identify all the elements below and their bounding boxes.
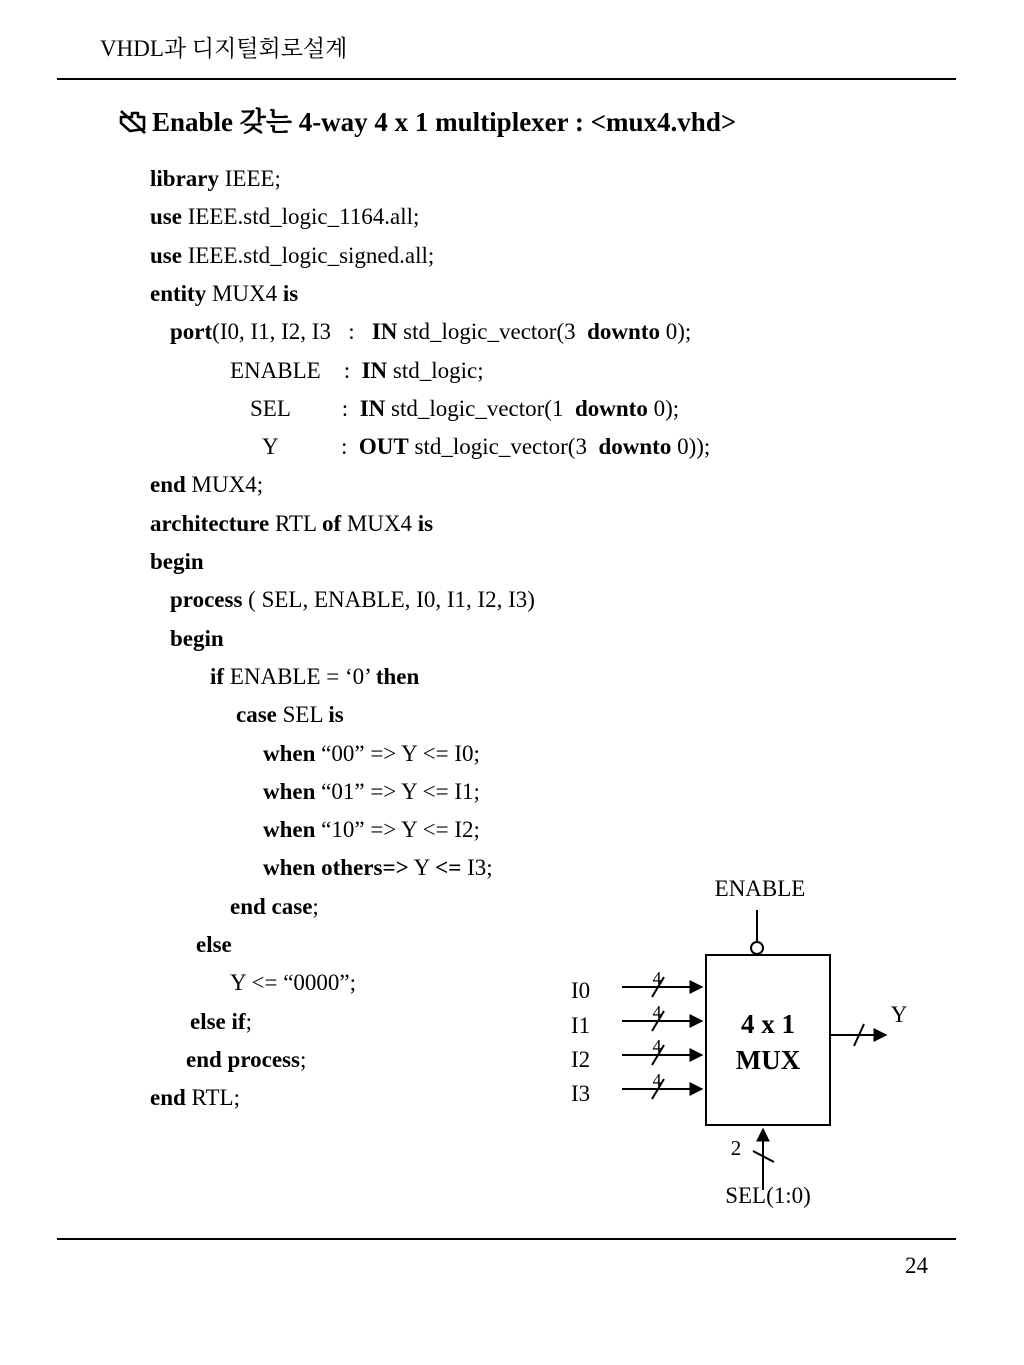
code-keyword: IN — [361, 357, 388, 383]
code-line — [150, 279, 298, 309]
code-line — [263, 777, 480, 807]
code-keyword: use — [150, 242, 182, 268]
code-text: MUX4; — [185, 472, 264, 498]
code-text: IEEE.std_logic_signed.all; — [181, 242, 435, 268]
code-line — [150, 470, 263, 500]
code-keyword: port — [170, 319, 213, 345]
code-keyword: process — [170, 587, 243, 613]
code-text: ENABLE = ‘0’ — [224, 663, 376, 689]
code-keyword: case — [236, 702, 277, 728]
input-i3 — [571, 1070, 702, 1106]
code-text: MUX4 — [341, 510, 418, 536]
code-keyword: use — [150, 204, 182, 230]
sel-width-label: 2 — [730, 1136, 742, 1160]
input-i0 — [571, 968, 702, 1003]
code-text: ; — [245, 1008, 252, 1034]
code-line — [230, 356, 484, 386]
code-keyword: downto — [574, 395, 648, 421]
code-keyword: of — [321, 510, 342, 536]
header-divider — [57, 78, 956, 80]
code-text: RTL — [269, 510, 322, 536]
code-keyword: end process — [186, 1046, 300, 1072]
code-line — [150, 1083, 240, 1113]
code-line — [250, 394, 679, 424]
code-keyword: is — [282, 280, 299, 306]
slide-title: Enable 갖는 4-way 4 x 1 multiplexer : <mux4.vhd> — [152, 107, 737, 137]
code-line — [150, 202, 419, 232]
code-keyword: begin — [170, 625, 224, 651]
code-text: ( SEL, ENABLE, I0, I1, I2, I3) — [242, 587, 535, 613]
input-label: I0 — [571, 978, 591, 1003]
bus-width-label: 4 — [652, 968, 662, 988]
code-keyword: IN — [359, 395, 386, 421]
code-text: MUX4 — [206, 280, 283, 306]
mux-block — [706, 955, 830, 1125]
code-text: IEEE.std_logic_1164.all; — [181, 204, 420, 230]
code-text: Y : — [262, 434, 359, 460]
header-title: VHDL과 디지털회로설계 — [100, 36, 348, 61]
code-line — [263, 853, 493, 883]
code-keyword: end — [150, 1085, 186, 1111]
code-text: 0); — [660, 319, 692, 345]
slide-title-row — [118, 100, 736, 139]
code-line — [186, 1045, 306, 1075]
code-line — [262, 432, 710, 462]
code-line — [150, 164, 281, 194]
code-text: Y <= “0000”; — [230, 970, 357, 996]
code-line — [263, 815, 480, 845]
code-line — [150, 547, 204, 577]
input-i1 — [571, 1002, 702, 1038]
page-number: 24 — [905, 1253, 928, 1278]
enable-inversion-bubble — [751, 942, 763, 954]
code-keyword: end case — [230, 893, 313, 919]
code-text: 0)); — [671, 434, 711, 460]
code-text: std_logic_vector(1 — [385, 395, 575, 421]
input-i2 — [571, 1036, 702, 1072]
select-input — [725, 1129, 811, 1208]
code-keyword: when — [263, 817, 316, 843]
mux-block-diagram — [560, 868, 908, 1218]
code-keyword: else if — [190, 1008, 246, 1034]
output-y — [830, 1002, 908, 1046]
code-keyword: downto — [598, 434, 672, 460]
code-keyword: when — [263, 740, 316, 766]
enable-label: ENABLE — [714, 876, 806, 901]
code-text: std_logic_vector(3 — [408, 434, 599, 460]
code-keyword: OUT — [358, 434, 409, 460]
bus-width-label: 4 — [652, 1002, 662, 1022]
code-text: std_logic_vector(3 — [397, 319, 588, 345]
code-keyword: is — [417, 510, 434, 536]
code-text: “00” => Y <= I0; — [315, 740, 480, 766]
code-text: std_logic; — [387, 357, 484, 383]
code-line — [196, 930, 232, 960]
code-text: I3; — [461, 855, 493, 881]
code-line — [170, 585, 535, 615]
code-text: ; — [299, 1046, 307, 1072]
code-line — [263, 739, 480, 769]
code-text: SEL : — [250, 395, 360, 421]
code-keyword: end — [150, 472, 186, 498]
code-text: Y — [408, 855, 436, 881]
code-text: RTL; — [185, 1085, 240, 1111]
sel-label: SEL(1:0) — [725, 1183, 811, 1208]
code-keyword: when others=> — [263, 855, 409, 881]
block-label-mux: MUX — [735, 1045, 801, 1075]
code-text: “10” => Y <= I2; — [315, 817, 480, 843]
code-text: “01” => Y <= I1; — [315, 778, 480, 804]
code-keyword: architecture — [150, 510, 270, 536]
code-line — [236, 700, 344, 730]
code-line — [190, 1007, 252, 1037]
code-line — [210, 662, 419, 692]
code-line — [230, 892, 319, 922]
input-label: I2 — [571, 1047, 591, 1072]
code-keyword: entity — [150, 280, 207, 306]
code-text: ; — [312, 893, 319, 919]
code-line — [230, 968, 356, 998]
code-line — [170, 317, 691, 347]
code-keyword: if — [210, 663, 225, 689]
code-line — [150, 509, 433, 539]
hand-pointer-icon — [118, 107, 152, 138]
input-label: I1 — [571, 1013, 591, 1038]
code-text: IEEE; — [219, 166, 281, 191]
bus-width-label: 4 — [652, 1036, 662, 1056]
code-line — [150, 241, 434, 271]
code-keyword: begin — [150, 549, 204, 574]
block-label-size: 4 x 1 — [741, 1009, 795, 1039]
code-keyword: IN — [371, 319, 398, 345]
code-keyword: then — [375, 663, 420, 689]
output-label: Y — [890, 1002, 908, 1027]
code-keyword: library — [150, 166, 219, 191]
code-keyword: else — [196, 932, 232, 957]
code-keyword: downto — [587, 319, 660, 345]
footer-divider — [57, 1238, 956, 1240]
code-keyword: is — [328, 702, 344, 728]
bus-width-label: 4 — [652, 1070, 662, 1090]
code-keyword: when — [263, 778, 316, 804]
code-text: ENABLE : — [230, 357, 362, 383]
input-label: I3 — [571, 1081, 591, 1106]
code-text: (I0, I1, I2, I3 : — [212, 319, 372, 345]
code-text: SEL — [276, 702, 329, 728]
code-line — [170, 624, 224, 654]
code-text: 0); — [647, 395, 680, 421]
code-keyword: <= — [435, 855, 462, 881]
